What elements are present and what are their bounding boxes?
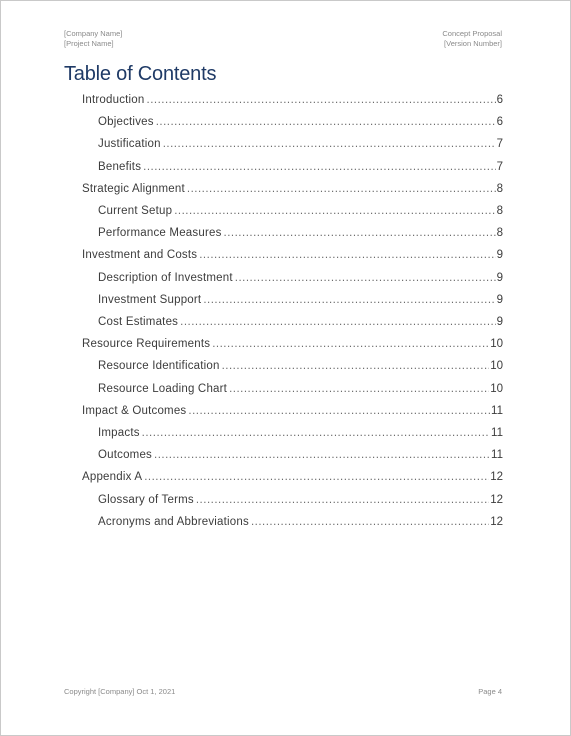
toc-entry[interactable] <box>98 158 503 176</box>
toc-entry[interactable] <box>98 313 503 331</box>
toc-entry-page: 9 <box>496 316 503 328</box>
toc-entry-label: Resource Loading Chart <box>98 382 228 395</box>
toc-entry[interactable] <box>82 335 503 353</box>
toc-leader-dots <box>196 491 489 509</box>
toc-entry[interactable] <box>82 246 503 264</box>
toc-entry-label: Resource Requirements <box>82 338 211 351</box>
toc-leader-dots <box>147 91 496 109</box>
toc-entry-page: 10 <box>490 360 503 373</box>
toc-entry-page: 6 <box>496 94 503 106</box>
toc-entry-label: Strategic Alignment <box>82 182 185 195</box>
toc-entry[interactable] <box>82 180 503 198</box>
toc-entry[interactable] <box>82 91 503 109</box>
page-title: Table of Contents <box>64 63 217 85</box>
toc-entry-page: 9 <box>496 271 503 284</box>
toc-entry[interactable] <box>98 446 503 464</box>
toc-entry[interactable] <box>98 380 503 398</box>
toc-entry-page: 11 <box>491 449 503 462</box>
toc-leader-dots <box>180 313 495 331</box>
toc-entry-label: Impacts <box>98 427 140 439</box>
toc-entry[interactable] <box>98 135 503 153</box>
toc-entry-label: Performance Measures <box>98 227 222 240</box>
toc-leader-dots <box>251 513 489 531</box>
toc-entry-label: Objectives <box>98 116 154 129</box>
toc-entry-page: 8 <box>496 182 503 195</box>
toc-entry-page: 11 <box>491 404 503 417</box>
toc-leader-dots <box>203 291 495 309</box>
toc-entry-label: Investment and Costs <box>82 249 198 262</box>
toc-entry[interactable] <box>98 491 503 509</box>
toc-entry-page: 12 <box>490 471 503 484</box>
toc-leader-dots <box>156 113 496 131</box>
toc-leader-dots <box>174 202 495 220</box>
toc-entry-page: 7 <box>496 160 503 173</box>
toc-leader-dots <box>199 246 495 264</box>
toc-leader-dots <box>144 468 489 486</box>
toc-entry-label: Justification <box>98 138 161 151</box>
toc-entry-page: 12 <box>490 493 503 506</box>
toc-entry-page: 9 <box>496 249 503 262</box>
toc-leader-dots <box>142 424 490 442</box>
toc-entry-page: 8 <box>496 227 503 240</box>
toc-leader-dots <box>224 224 496 242</box>
toc-entry-page: 10 <box>490 338 503 351</box>
toc-entry-page: 9 <box>496 293 503 306</box>
toc-entry-page: 10 <box>490 382 503 395</box>
toc-entry-page: 12 <box>490 515 503 528</box>
toc-entry[interactable] <box>82 468 503 486</box>
header-version-number: [Version Number] <box>444 39 502 48</box>
toc-entry[interactable] <box>98 357 503 375</box>
toc-leader-dots <box>212 335 489 353</box>
toc-leader-dots <box>154 446 490 464</box>
toc-entry-label: Introduction <box>82 94 145 106</box>
toc-entry-label: Benefits <box>98 160 142 173</box>
toc-entry[interactable] <box>98 291 503 309</box>
toc-leader-dots <box>222 357 490 375</box>
header-project-name: [Project Name] <box>64 39 114 48</box>
toc-entry-page: 7 <box>496 138 503 151</box>
toc-entry[interactable] <box>98 269 503 287</box>
toc-entry-label: Acronyms and Abbreviations <box>98 515 249 528</box>
toc-leader-dots <box>188 402 490 420</box>
toc-leader-dots <box>187 180 496 198</box>
footer-page-number: Page 4 <box>478 687 502 696</box>
toc-entry-label: Cost Estimates <box>98 316 179 328</box>
header-document-type: Concept Proposal <box>442 29 502 38</box>
footer-copyright: Copyright [Company] Oct 1, 2021 <box>64 687 176 696</box>
header-right <box>442 29 502 49</box>
toc-entry-page: 11 <box>491 427 503 439</box>
toc-entry-page: 6 <box>496 116 503 129</box>
toc-entry-label: Impact & Outcomes <box>82 404 187 417</box>
toc-entry-page: 8 <box>496 205 503 217</box>
toc-entry-label: Investment Support <box>98 293 202 306</box>
toc-entry-label: Outcomes <box>98 449 153 462</box>
toc-entry[interactable] <box>98 224 503 242</box>
toc-leader-dots <box>163 135 496 153</box>
toc-leader-dots <box>143 158 495 176</box>
header-company-name: [Company Name] <box>64 29 123 38</box>
toc-entry[interactable] <box>82 402 503 420</box>
toc-leader-dots <box>235 269 496 287</box>
toc-entry-label: Resource Identification <box>98 360 220 373</box>
toc-entry-label: Current Setup <box>98 205 173 217</box>
toc-leader-dots <box>229 380 489 398</box>
toc-entry[interactable] <box>98 202 503 220</box>
header-left <box>64 29 122 49</box>
toc-entry[interactable] <box>98 513 503 531</box>
toc-entry[interactable] <box>98 113 503 131</box>
toc-entry-label: Glossary of Terms <box>98 493 194 506</box>
toc-entry-label: Description of Investment <box>98 271 233 284</box>
toc-entry[interactable] <box>98 424 503 442</box>
toc-entry-label: Appendix A <box>82 471 143 484</box>
